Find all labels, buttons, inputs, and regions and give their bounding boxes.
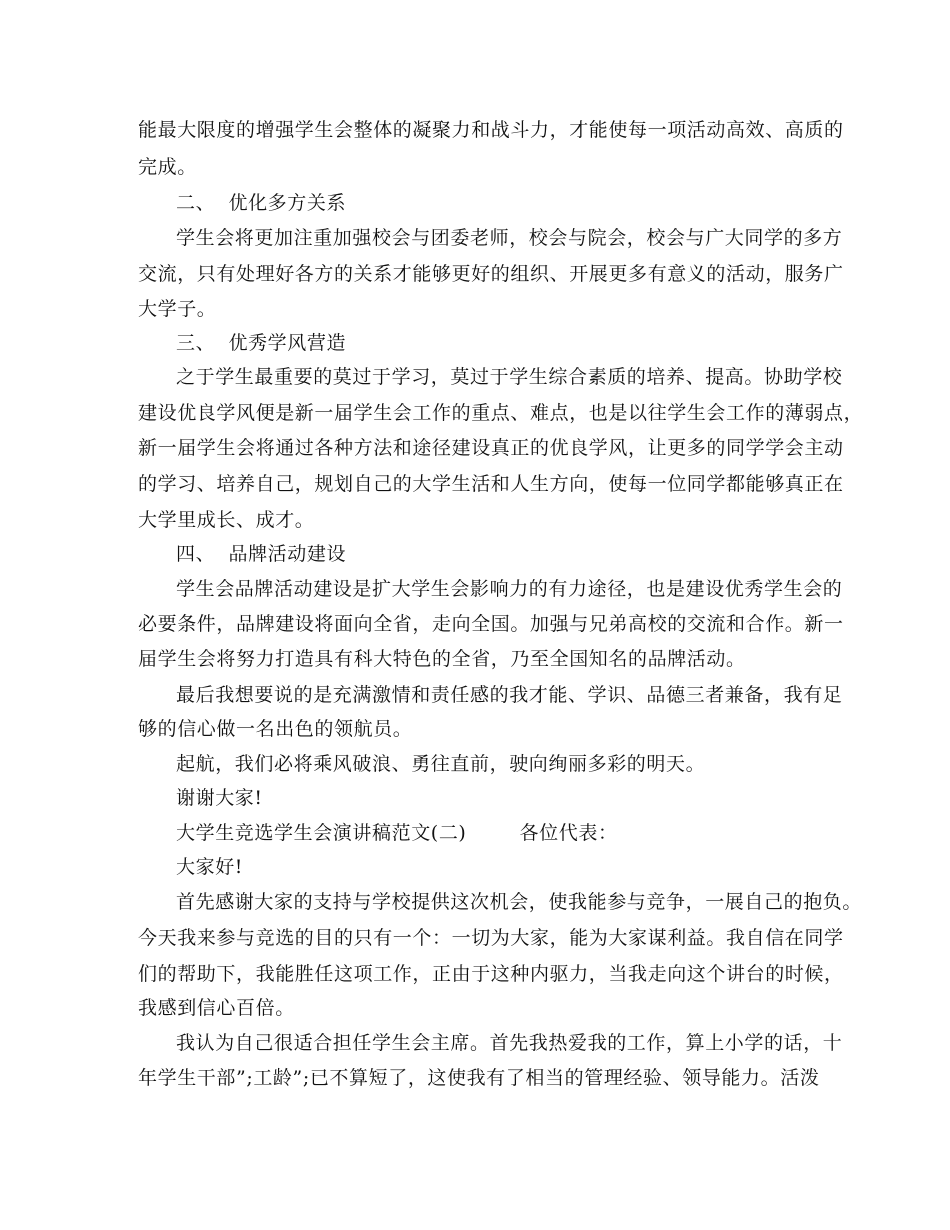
- section-heading: 四、 品牌活动建设: [176, 543, 347, 565]
- text-line: 们的帮助下，我能胜任这项工作，正由于这种内驱力，当我走向这个讲台的时候，: [138, 963, 844, 985]
- text-line: 我感到信心百倍。: [138, 997, 295, 1019]
- text-line: 年学生干部”;工龄”;已不算短了，这使我有了相当的管理经验、领导能力。活泼: [138, 1067, 820, 1089]
- text-line: 届学生会将努力打造具有科大特色的全省，乃至全国知名的品牌活动。: [138, 648, 746, 670]
- text-line: 学生会品牌活动建设是扩大学生会影响力的有力途径，也是建设优秀学生会的: [176, 578, 843, 600]
- text-line: 今天我来参与竞选的目的只有一个：一切为大家，能为大家谋利益。我自信在同学: [138, 927, 844, 949]
- text-line: 起航，我们必将乘风破浪、勇往直前，驶向绚丽多彩的明天。: [176, 753, 706, 775]
- text-line: 能最大限度的增强学生会整体的凝聚力和战斗力，才能使每一项活动高效、高质的: [138, 119, 844, 141]
- text-line: 建设优良学风便是新一届学生会工作的重点、难点，也是以往学生会工作的薄弱点，: [138, 402, 864, 424]
- text-line: 新一届学生会将通过各种方法和途径建设真正的优良学风，让更多的同学学会主动: [138, 437, 844, 459]
- text-line: 谢谢大家!: [176, 787, 263, 809]
- text-line: 大家好!: [176, 856, 244, 878]
- text-line: 我认为自己很适合担任学生会主席。首先我热爱我的工作，算上小学的话，十: [176, 1032, 843, 1054]
- text-line: 交流，只有处理好各方的关系才能够更好的组织、开展更多有意义的活动，服务广: [138, 263, 844, 285]
- section-heading: 三、 优秀学风营造: [176, 332, 347, 354]
- text-line: 大学里成长、成才。: [138, 509, 315, 531]
- text-line: 最后我想要说的是充满激情和责任感的我才能、学识、品德三者兼备，我有足: [176, 684, 843, 706]
- text-line: 大学子。: [138, 298, 217, 320]
- text-line: 首先感谢大家的支持与学校提供这次机会，使我能参与竞争，一展自己的抱负。: [176, 891, 863, 913]
- text-line: 学生会将更加注重加强校会与团委老师，校会与院会，校会与广大同学的多方: [176, 227, 843, 249]
- text-line: 完成。: [138, 156, 197, 178]
- text-line: 必要条件，品牌建设将面向全省，走向全国。加强与兄弟高校的交流和合作。新一: [138, 613, 844, 635]
- text-line: 之于学生最重要的莫过于学习，莫过于学生综合素质的培养、提高。协助学校: [176, 366, 843, 388]
- section-heading: 二、 优化多方关系: [176, 192, 347, 214]
- document-title-line: 大学生竞选学生会演讲稿范文(二) 各位代表：: [176, 822, 618, 844]
- text-line: 够的信心做一名出色的领航员。: [138, 718, 413, 740]
- text-line: 的学习、培养自己，规划自己的大学生活和人生方向，使每一位同学都能够真正在: [138, 473, 844, 495]
